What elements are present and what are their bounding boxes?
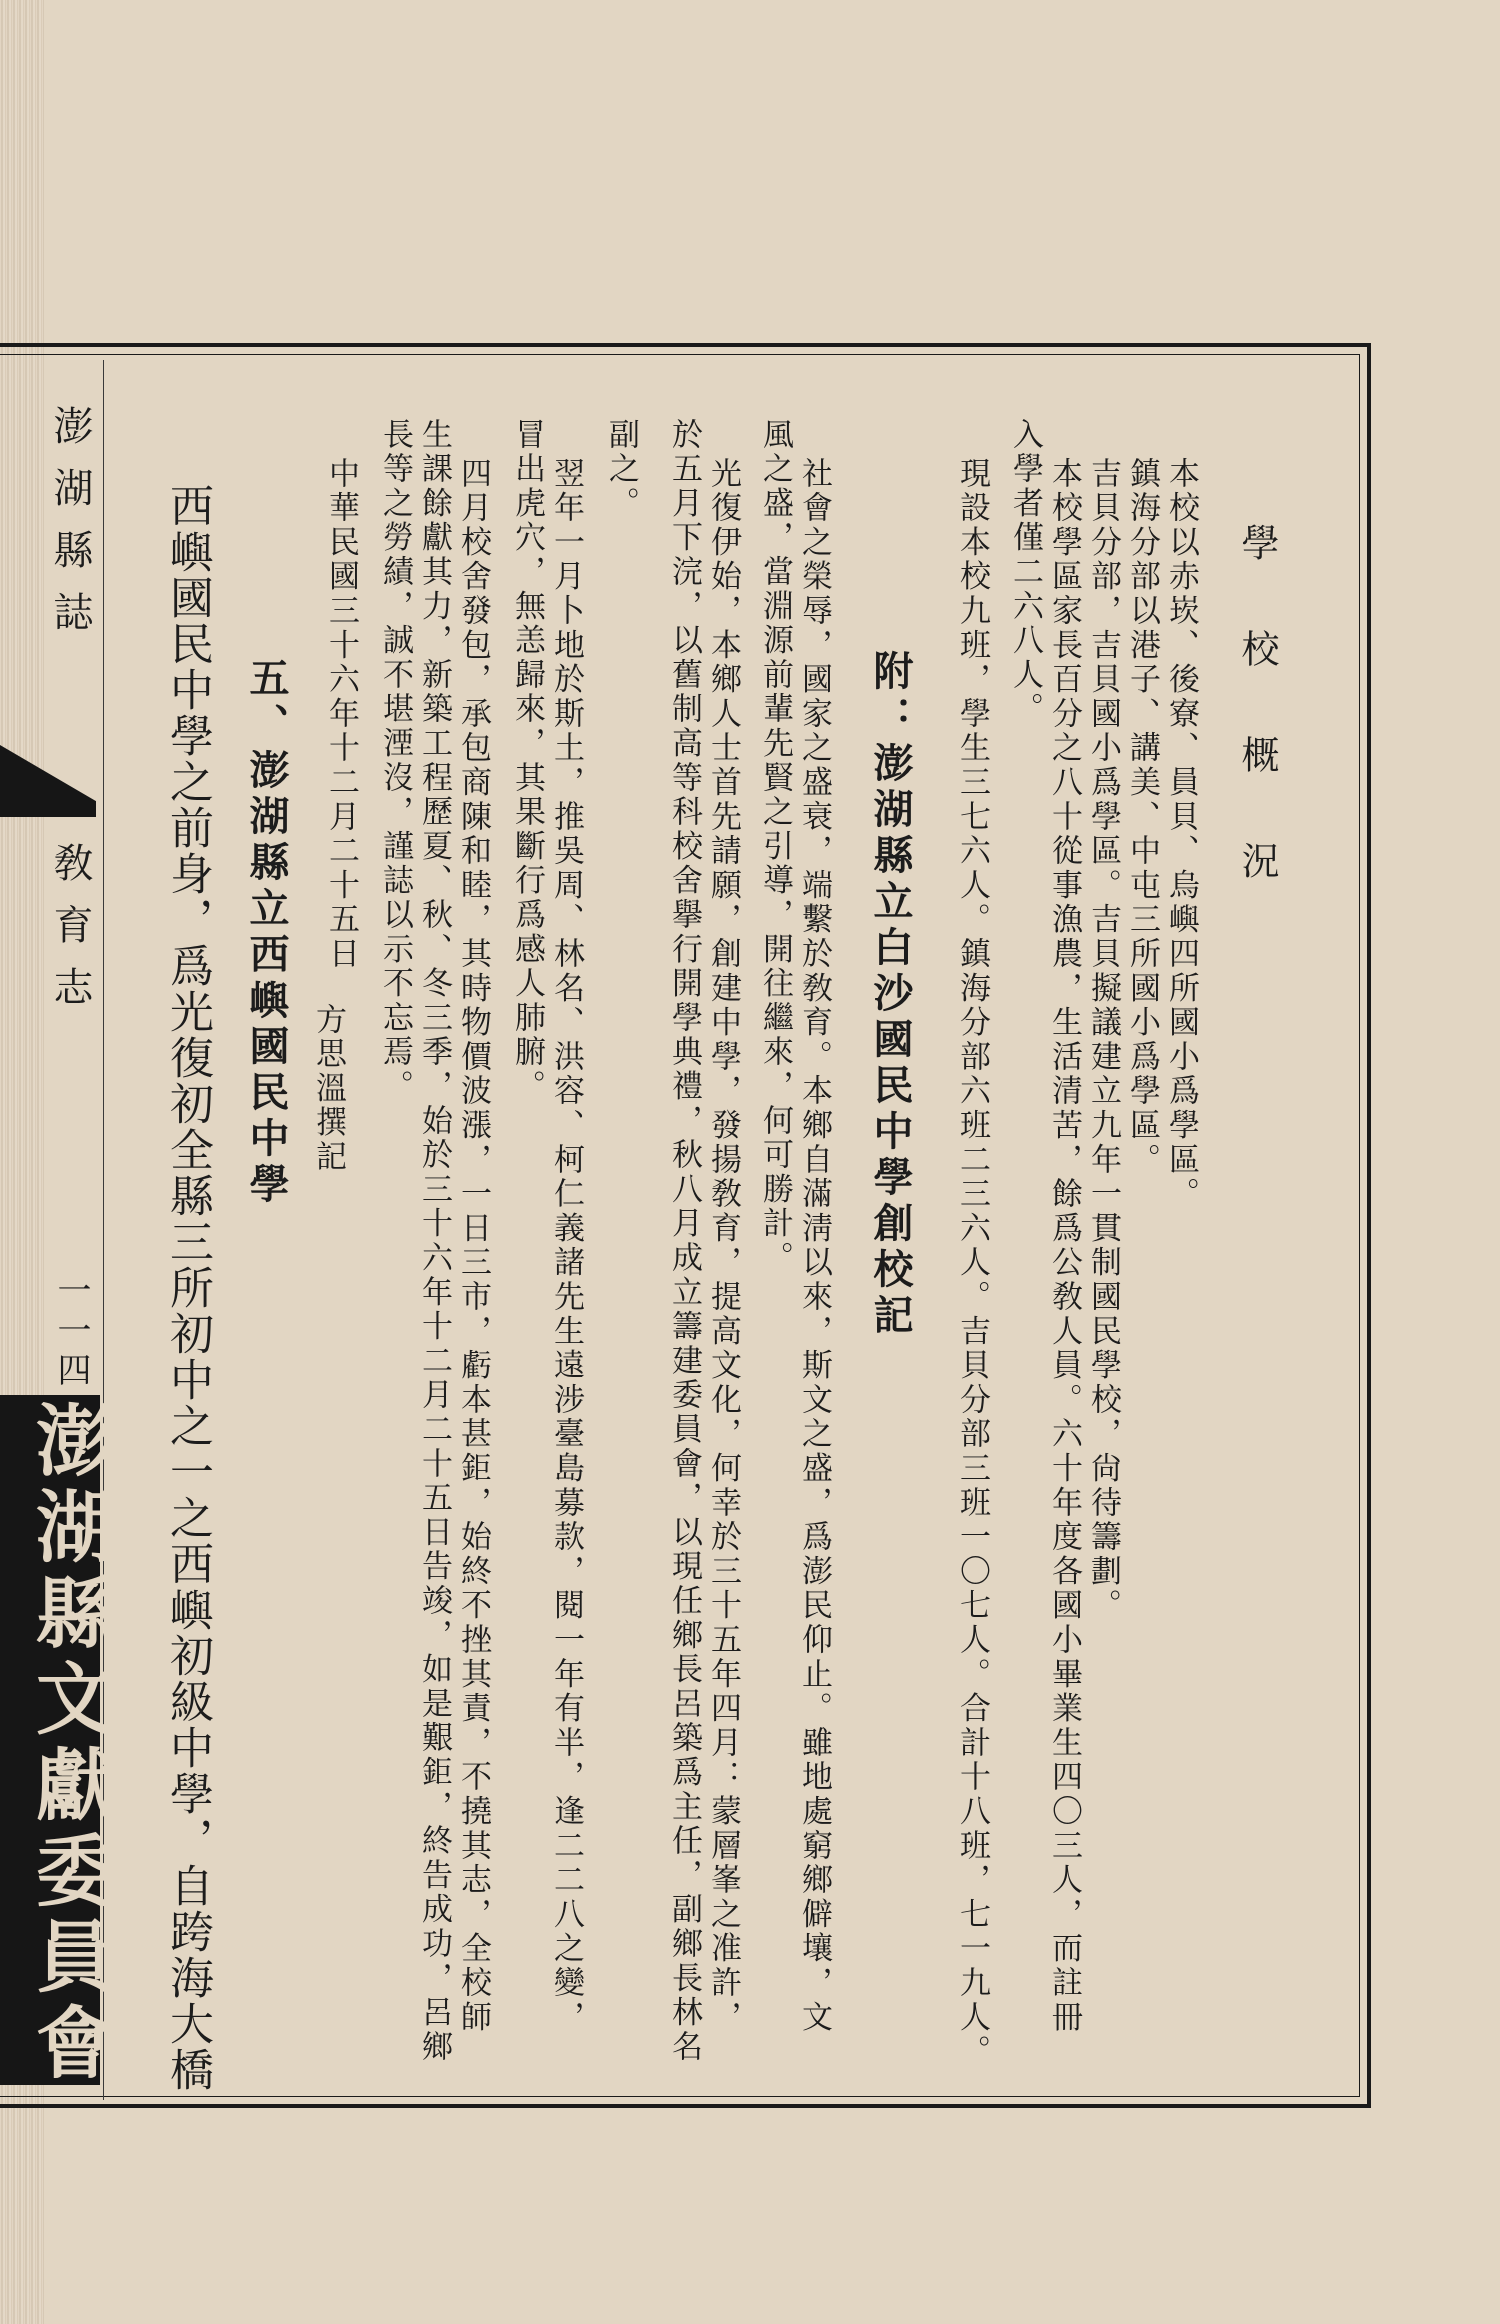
appendix-line-9: 生課餘獻其力，新築工程歷夏、秋、冬三季，始於三十六年十二月二十五日告竣，如是艱鉅，終告成功，呂鄉 xyxy=(416,418,452,2065)
overview-line-4: 本校學區家長百分之八十從事漁農，生活清苦，餘爲公敎人員。六十年度各國小畢業生四〇三人，而註冊 xyxy=(1046,457,1082,2035)
overview-line-2: 鎮海分部以港子、講美、中屯三所國小爲學區。 xyxy=(1124,457,1160,1178)
appendix-line-5: 副之。 xyxy=(603,418,639,521)
appendix-line-7: 冒出虎穴，無恙歸來，其果斷行爲感人肺腑。 xyxy=(509,418,545,1104)
section-five-first-line: 西嶼國民中學之前身，爲光復初全縣三所初中之一之西嶼初級中學，自跨海大橋 xyxy=(162,483,213,2093)
appendix-date: 中華民國三十六年十二月二十五日 xyxy=(323,457,359,972)
appendix-author: 方思溫撰記 xyxy=(310,1003,346,1175)
section-five-title: 五、澎湖縣立西嶼國民中學 xyxy=(243,657,290,1209)
appendix-line-8: 四月校舍發包，承包商陳和睦，其時物價波漲，一日三市，虧本甚鉅，始終不挫其責，不撓其志，全校師 xyxy=(455,457,491,2035)
appendix-line-3: 光復伊始，本鄉人士首先請願，創建中學，發揚敎育，提高文化，何幸於三十五年四月：蒙層峯之准許， xyxy=(705,457,741,2035)
publisher-name: 澎湖縣文獻委員會 xyxy=(23,1400,113,2088)
overview-line-5: 入學者僅二六八人。 xyxy=(1007,418,1043,727)
page-number: 一一四 xyxy=(51,1272,91,1392)
running-chapter: 敎育志 xyxy=(47,842,93,1028)
overview-line-3: 吉貝分部，吉貝國小爲學區。吉貝擬議建立九年一貫制國民學校，尙待籌劃。 xyxy=(1085,457,1121,1624)
appendix-line-6: 翌年一月卜地於斯土，推吳周、林名、洪容、柯仁義諸先生遠涉臺島募款，閱一年有半，逢二二八之變， xyxy=(548,457,584,2035)
overview-line-1: 本校以赤崁、後寮、員貝、烏嶼四所國小爲學區。 xyxy=(1163,457,1199,1212)
appendix-line-10: 長等之勞績，誠不堪湮沒，謹誌以示不忘焉。 xyxy=(377,418,413,1104)
section-title: 學 校 概 況 xyxy=(1235,523,1279,908)
running-book-title: 澎湖縣誌 xyxy=(47,405,93,653)
appendix-line-1: 社會之榮辱，國家之盛衰，端繫於敎育。本鄉自滿淸以來，斯文之盛，爲澎民仰止。雖地處窮鄉僻壤，文 xyxy=(796,457,832,2035)
appendix-line-4: 於五月下浣，以舊制高等科校舍擧行開學典禮，秋八月成立籌建委員會，以現任鄉長呂築爲主任，副鄉長林名 xyxy=(666,418,702,2065)
overview-line-6: 現設本校九班，學生三七六人。鎮海分部六班二三六人。吉貝分部三班一〇七人。合計十八班，七一九人。 xyxy=(954,457,990,2070)
appendix-title: 附：澎湖縣立白沙國民中學創校記 xyxy=(867,650,914,1340)
appendix-line-2: 風之盛，當淵源前輩先賢之引導，開往繼來，何可勝計。 xyxy=(757,418,793,1276)
